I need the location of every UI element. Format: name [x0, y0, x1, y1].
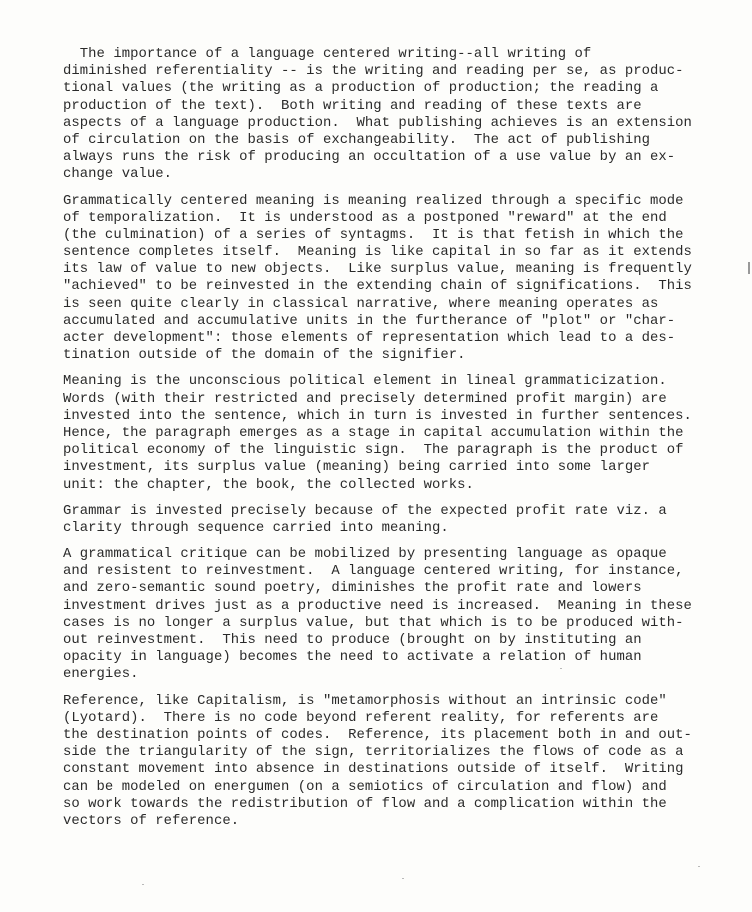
text-line: Grammar is invested precisely because of the expected profit rate viz. a: [63, 502, 667, 519]
text-line: acter development": those elements of representation which lead to a des-: [63, 330, 676, 346]
text-line: cases is no longer a surplus value, but that which is to be produced with-: [63, 614, 684, 631]
text-line: Grammatically centered meaning is meaning realized through a specific mode: [63, 192, 684, 209]
text-line: energies.: [63, 666, 139, 683]
text-line: always runs the risk of producing an occultation of a use value by an ex-: [63, 149, 676, 166]
scan-speck: [560, 668, 562, 669]
text-line: "achieved" to be reinvested in the extending chain of significations. This: [63, 278, 692, 295]
text-line: opacity in language) becomes the need to activate a relation of human: [63, 649, 642, 666]
text-line: unit: the chapter, the book, the collected works.: [63, 476, 474, 493]
text-line: Words (with their restricted and precisely determined profit margin) are: [63, 390, 667, 407]
text-line: sentence completes itself. Meaning is like capital in so far as it extends: [63, 244, 692, 261]
text-line: constant movement into absence in destinations outside of itself. Writing: [63, 761, 684, 778]
text-line: investment drives just as a productive need is increased. Meaning in these: [63, 597, 692, 614]
text-line: political economy of the linguistic sign. The paragraph is the product of: [63, 442, 684, 459]
text-line: and resistent to reinvestment. A language centered writing, for instance,: [63, 563, 684, 580]
text-line: tination outside of the domain of the signifier.: [63, 347, 466, 364]
paragraph-4: [63, 503, 743, 537]
scan-speck: [402, 878, 404, 879]
text-line: clarity through sequence carried into meaning.: [63, 519, 449, 536]
paragraph-3: [63, 373, 743, 493]
text-line: diminished referentiality -- is the writing and reading per se, as produc-: [63, 63, 684, 80]
text-line: Hence, the paragraph emerges as a stage in capital accumulation within the: [63, 424, 684, 441]
paragraph-2: [63, 193, 743, 365]
scan-edge-mark: [748, 262, 750, 274]
text-line: invested into the sentence, which in turn is invested in further sentences.: [63, 407, 692, 424]
text-line: side the triangularity of the sign, territorializes the flows of code as a: [63, 744, 684, 761]
text-line: Reference, like Capitalism, is "metamorphosis without an intrinsic code": [63, 692, 667, 709]
paragraph-6: [63, 693, 743, 831]
text-line: can be modeled on energumen (on a semiotics of circulation and flow) and: [63, 778, 667, 795]
text-line: out reinvestment. This need to produce (brought on by instituting an: [63, 632, 642, 648]
text-line: (Lyotard). There is no code beyond referent reality, for referents are: [63, 709, 659, 726]
text-line: its law of value to new objects. Like surplus value, meaning is frequently: [63, 261, 692, 278]
paragraph-5: [63, 546, 743, 684]
text-line: of circulation on the basis of exchangeability. The act of publishing: [63, 131, 651, 148]
text-line: Meaning is the unconscious political element in lineal grammaticization.: [63, 373, 667, 390]
text-line: of temporalization. It is understood as a postponed "reward" at the end: [63, 209, 667, 226]
text-line: is seen quite clearly in classical narrative, where meaning operates as: [63, 295, 659, 312]
text-line: so work towards the redistribution of flow and a complication within the: [63, 795, 667, 812]
text-line: investment, its surplus value (meaning) being carried into some larger: [63, 459, 651, 476]
text-line: vectors of reference.: [63, 812, 240, 829]
essay-body: [63, 46, 743, 839]
text-line: aspects of a language production. What publishing achieves is an extension: [63, 114, 692, 131]
text-line: the destination points of codes. Reference, its placement both in and out-: [63, 726, 692, 743]
text-line: (the culmination) of a series of syntagms. It is that fetish in which the: [63, 226, 684, 243]
scan-speck: [698, 866, 700, 867]
text-line: tional values (the writing as a production of production; the reading a: [63, 80, 659, 97]
text-line: production of the text). Both writing and reading of these texts are: [63, 97, 642, 114]
text-line: The importance of a language centered writing--all writing of: [63, 46, 592, 62]
text-line: and zero-semantic sound poetry, diminishes the profit rate and lowers: [63, 580, 642, 597]
text-line: accumulated and accumulative units in the furtherance of "plot" or "char-: [63, 312, 676, 329]
text-line: change value.: [63, 166, 173, 183]
text-line: A grammatical critique can be mobilized by presenting language as opaque: [63, 546, 667, 563]
paragraph-1: [63, 46, 743, 184]
scan-speck: [142, 884, 144, 885]
